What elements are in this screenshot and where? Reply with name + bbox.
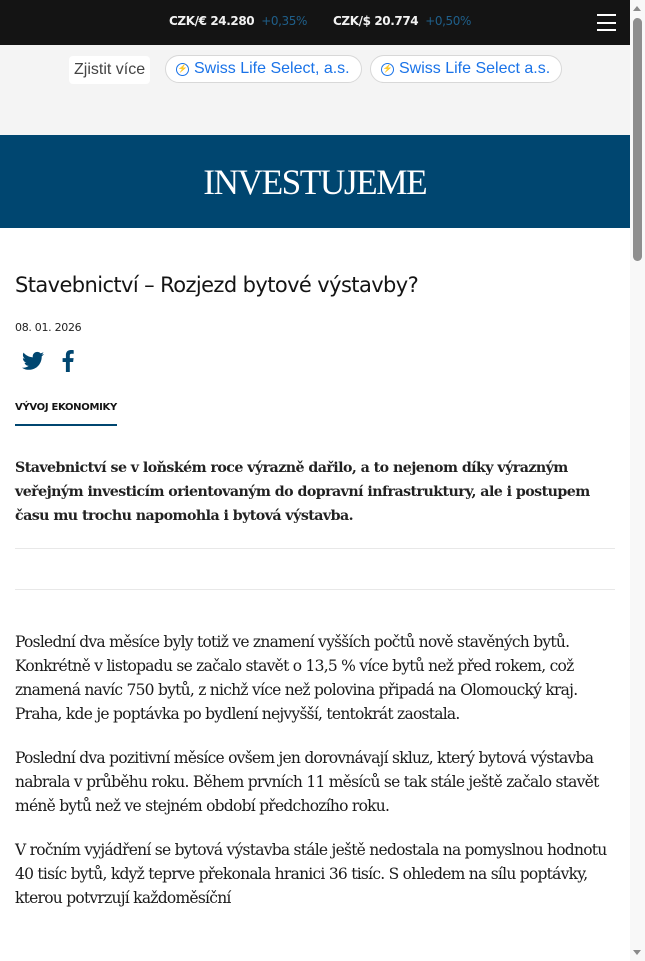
rate-usd [333, 14, 471, 28]
ad-pill-label: Swiss Life Select a.s. [399, 60, 551, 77]
top-bar [0, 0, 630, 45]
article-paragraph: Poslední dva měsíce byly totiž ve znamení vyšších počtů nově stavěných bytů. Konkrétně v listopadu se začalo stavět o 13,5 % více bytů než před rokem, což znamená navíc 750 bytů, z nichž více než polovina připadá na Olomoucký kraj. Praha, kde je poptávka po bydlení nejvyšší, tentokrát zaostala. [15, 633, 578, 723]
ad-pill-swiss-life-1[interactable] [165, 55, 362, 83]
article-perex: Stavebnictví se v loňském roce výrazně dařilo, a to nejenom díky výrazným veřejným investicím orientovaným do dopravní infrastruktury, ale i postupem času mu trochu napomohla i bytová výstavba. [15, 456, 615, 549]
bolt-circle-icon: ⚡ [381, 63, 394, 76]
article-paragraph: V ročním vyjádření se bytová výstavba stále ještě nedostala na pomyslnou hodnotu 40 tisíc bytů, když teprve překonala hranici 36 tisíc. S ohledem na sílu poptávky, kterou potvrzují každoměsíční [15, 841, 607, 907]
facebook-icon[interactable] [62, 350, 74, 372]
rate-eur-value: CZK/€ 24.280 [169, 14, 255, 28]
article-title: Stavebnictví – Rozjezd bytové výstavby? [15, 273, 419, 297]
exchange-rates [169, 14, 471, 28]
site-logo[interactable]: INVESTUJEME [203, 161, 427, 202]
bolt-circle-icon: ⚡ [176, 63, 189, 76]
ad-learn-more-label[interactable]: Zjistit více [69, 56, 150, 84]
rate-eur [169, 14, 307, 28]
rate-usd-change: +0,50% [425, 14, 472, 28]
ad-strip [0, 45, 630, 135]
twitter-icon[interactable] [22, 351, 44, 371]
rate-eur-change: +0,35% [261, 14, 308, 28]
scroll-up-arrow-icon[interactable] [633, 6, 641, 11]
rate-usd-value: CZK/$ 20.774 [333, 14, 419, 28]
divider [15, 549, 615, 590]
ad-pill-swiss-life-2[interactable] [370, 55, 562, 83]
ad-pill-label: Swiss Life Select, a.s. [194, 60, 350, 77]
category-tag[interactable]: VÝVOJ EKONOMIKY [15, 402, 117, 426]
scrollbar-thumb[interactable] [633, 18, 642, 261]
article-paragraph: Poslední dva pozitivní měsíce ovšem jen dorovnávají skluz, který bytová výstavba nabrala v průběhu roku. Během prvních 11 měsíců se tak stále ještě začalo stavět méně bytů než ve stejném období předchozího roku. [15, 749, 599, 815]
share-buttons [15, 348, 615, 374]
article [0, 271, 630, 910]
article-body [15, 630, 615, 910]
article-date: 08. 01. 2026 [15, 321, 82, 334]
scrollbar[interactable] [630, 0, 645, 961]
hamburger-menu-icon[interactable] [597, 14, 616, 31]
brand-banner [0, 135, 630, 228]
scroll-down-arrow-icon[interactable] [633, 950, 641, 955]
